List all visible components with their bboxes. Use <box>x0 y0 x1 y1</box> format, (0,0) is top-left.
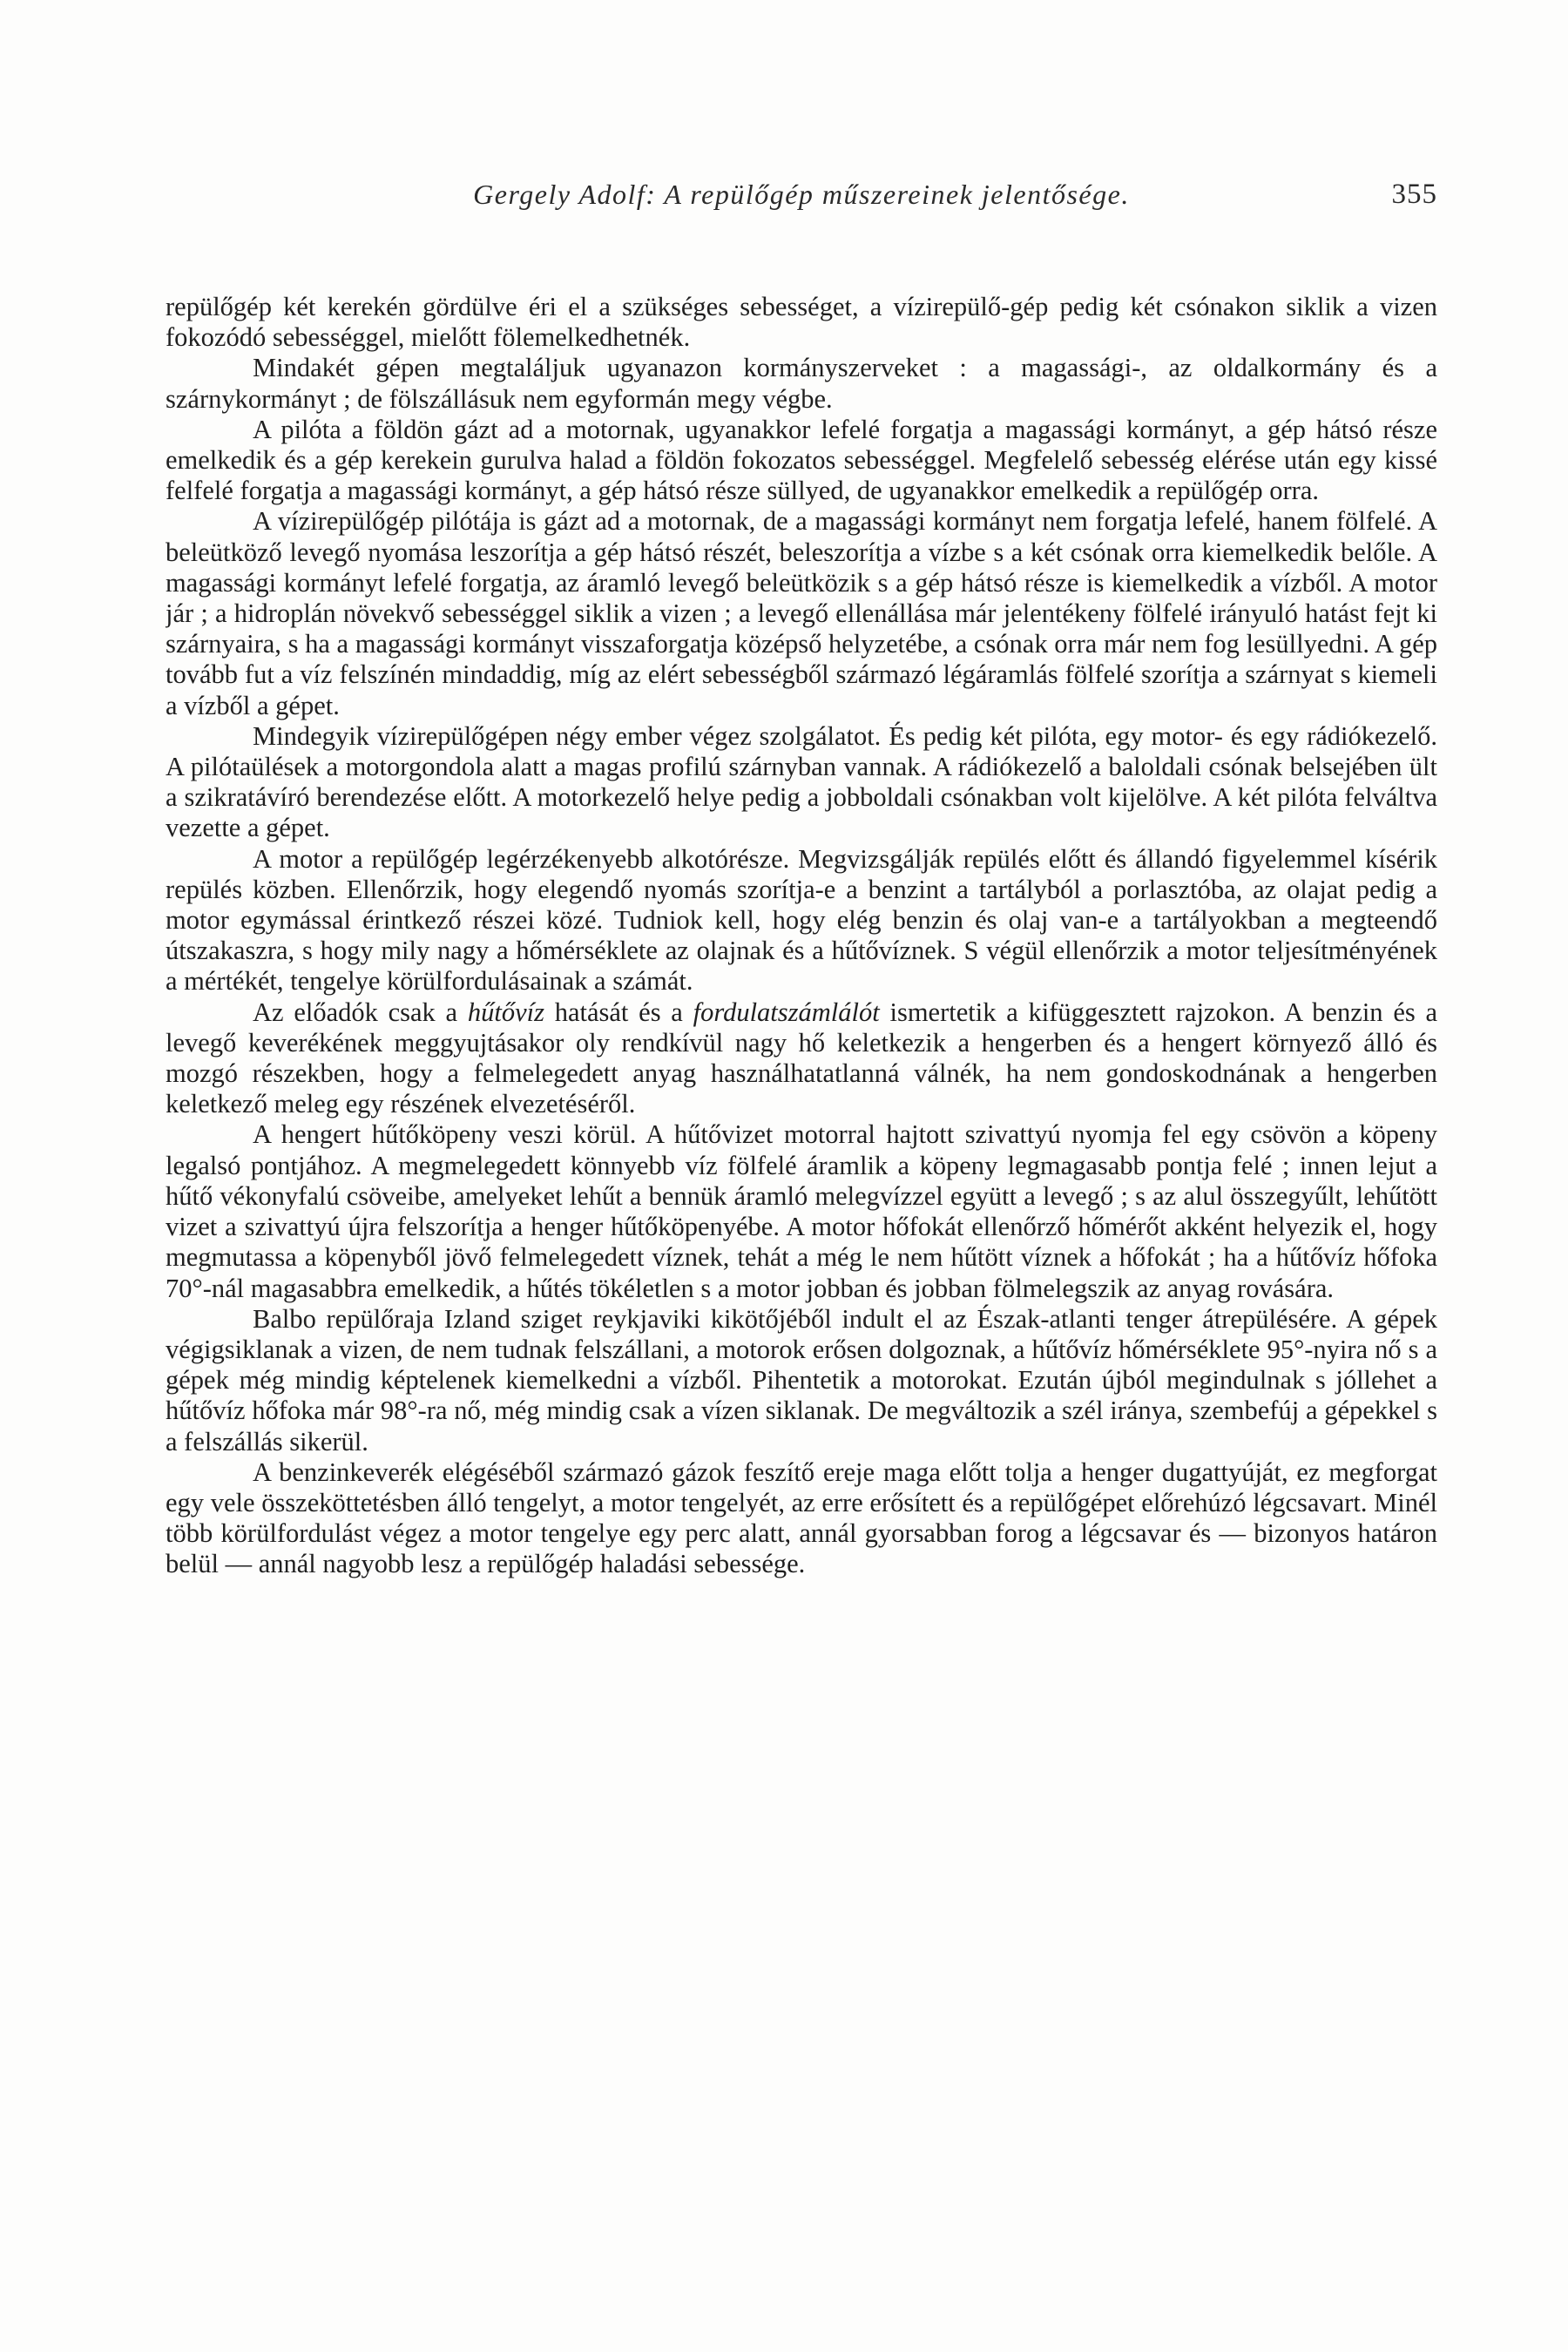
paragraph-10: A benzinkeverék elégéséből származó gázok feszítő ereje maga előtt tolja a henger dugattyúját, ez megforgat egy vele összeköttetésben álló tengelyt, a motor tengelyét, az erre erősített és a repülőgépet előrehúzó légcsavart. Minél több körülfordulást végez a motor tengelye egy perc alatt, annál gyorsabban forog a légcsavar és — bizonyos határon belül — annál nagyobb lesz a repülőgép haladási sebessége. <box>166 1456 1437 1579</box>
paragraph-1: repülőgép két kerekén gördülve éri el a szükséges sebességet, a vízirepülő-gép pedig két csónakon siklik a vizen fokozódó sebességgel, mielőtt fölemelkedhetnék. <box>166 292 1437 353</box>
running-head <box>166 179 1437 222</box>
paragraph-7-end: ismertetik a kifüggesztett rajzokon. A benzin és a levegő keverékének meggyujtásakor oly rendkívül nagy hő keletkezik a hengerben és a hengert környező álló és mozgó részekben, hogy a felmelegedett anyag használhatatlanná válnék, ha nem gondoskodnának a hengerben keletkező meleg egy részének elvezetéséről. <box>166 997 1437 1119</box>
running-title: Gergely Adolf: A repülőgép műszereinek jelentősége. <box>473 179 1130 210</box>
term-hutoviz: hűtővíz <box>467 997 544 1027</box>
paragraph-7-start: Az előadók csak a <box>253 997 468 1027</box>
paragraph-8: A hengert hűtőköpeny veszi körül. A hűtővizet motorral hajtott szivattyú nyomja fel egy csövön a köpeny legalsó pontjához. A megmelegedett könnyebb víz fölfelé áramlik a köpeny legmagasabb pontja felé ; innen lejut a hűtő vékonyfalú csöveibe, amelyeket lehűt a bennük áramló melegvízzel együtt a levegő ; s az alul összegyűlt, lehűtött vizet a szivattyú újra felszorítja a henger hűtőköpenyébe. A motor hőfokát ellenőrző hőmérőt akként helyezik el, hogy megmutassa a köpenyből jövő felmelegedett víznek, tehát a még le nem hűtött víznek a hőfokát ; ha a hűtővíz hőfoka 70°-nál magasabbra emelkedik, a hűtés tökéletlen s a motor jobban és jobban fölmelegszik az anyag rovására. <box>166 1119 1437 1303</box>
term-fordulatszamlalo: fordulatszámlálót <box>693 997 880 1027</box>
paragraph-6: A motor a repülőgép legérzékenyebb alkotórésze. Megvizsgálják repülés előtt és állandó figyelemmel kísérik repülés közben. Ellenőrzik, hogy elegendő nyomás szorítja-e a benzint a tartályból a porlasztóba, az olajat pedig a motor egymással érintkező részei közé. Tudniok kell, hogy elég benzin és olaj van-e a tartályokban a megteendő útszakaszra, s hogy mily nagy a hőmérséklete az olajnak és a hűtővíznek. S végül ellenőrzik a motor teljesítményének a mértékét, tengelye körülfordulásainak a számát. <box>166 843 1437 997</box>
paragraph-2: Mindakét gépen megtaláljuk ugyanazon kormányszerveket : a magassági-, az oldalkormány és a szárnykormányt ; de fölszállásuk nem egyformán megy végbe. <box>166 353 1437 414</box>
paragraph-7-middle: hatását és a <box>544 997 693 1027</box>
paragraph-9: Balbo repülőraja Izland sziget reykjaviki kikötőjéből indult el az Észak-atlanti tenger átrepülésére. A gépek végigsiklanak a vizen, de nem tudnak felszállani, a motorok erősen dolgoznak, a hűtővíz hőmérséklete 95°-nyira nő s a gépek még mindig képtelenek kiemelkedni a vízből. Pihentetik a motorokat. Ezután újból megindulnak s jóllehet a hűtővíz hőfoka már 98°-ra nő, még mindig csak a vízen siklanak. De megváltozik a szél iránya, szembefúj a gépekkel s a felszállás sikerül. <box>166 1303 1437 1456</box>
body-text <box>166 292 1437 2243</box>
paragraph-7 <box>166 997 1437 1120</box>
paragraph-3: A pilóta a földön gázt ad a motornak, ugyanakkor lefelé forgatja a magassági kormányt, a gép hátsó része emelkedik és a gép kerekein gurulva halad a földön fokozatos sebességgel. Megfelelő sebesség elérése után egy kissé felfelé forgatja a magassági kormányt, a gép hátsó része süllyed, de ugyanakkor emelkedik a repülőgép orra. <box>166 414 1437 506</box>
page-number: 355 <box>1391 179 1437 210</box>
paragraph-4: A vízirepülőgép pilótája is gázt ad a motornak, de a magassági kormányt nem forgatja lefelé, hanem fölfelé. A beleütköző levegő nyomása leszorítja a gép hátsó részét, beleszorítja a vízbe s a két csónak orra kiemelkedik belőle. A magassági kormányt lefelé forgatja, az áramló levegő beleütközik s a gép hátsó része is kiemelkedik a vízből. A motor jár ; a hidroplán növekvő sebességgel siklik a vizen ; a levegő ellenállása már jelentékeny fölfelé irányuló hatást fejt ki szárnyaira, s ha a magassági kormányt visszaforgatja középső helyzetébe, a csónak orra már nem fog lesüllyedni. A gép tovább fut a víz felszínén mindaddig, míg az elért sebességből származó légáramlás fölfelé szorítja a szárnyat s kiemeli a vízből a gépet. <box>166 506 1437 720</box>
paragraph-5: Mindegyik vízirepülőgépen négy ember végez szolgálatot. És pedig két pilóta, egy motor- és egy rádiókezelő. A pilótaülések a motorgondola alatt a magas profilú szárnyban vannak. A rádiókezelő a baloldali csónak belsejében ült a szikratávíró berendezése előtt. A motorkezelő helye pedig a jobboldali csónakban volt kijelölve. A két pilóta felváltva vezette a gépet. <box>166 720 1437 843</box>
